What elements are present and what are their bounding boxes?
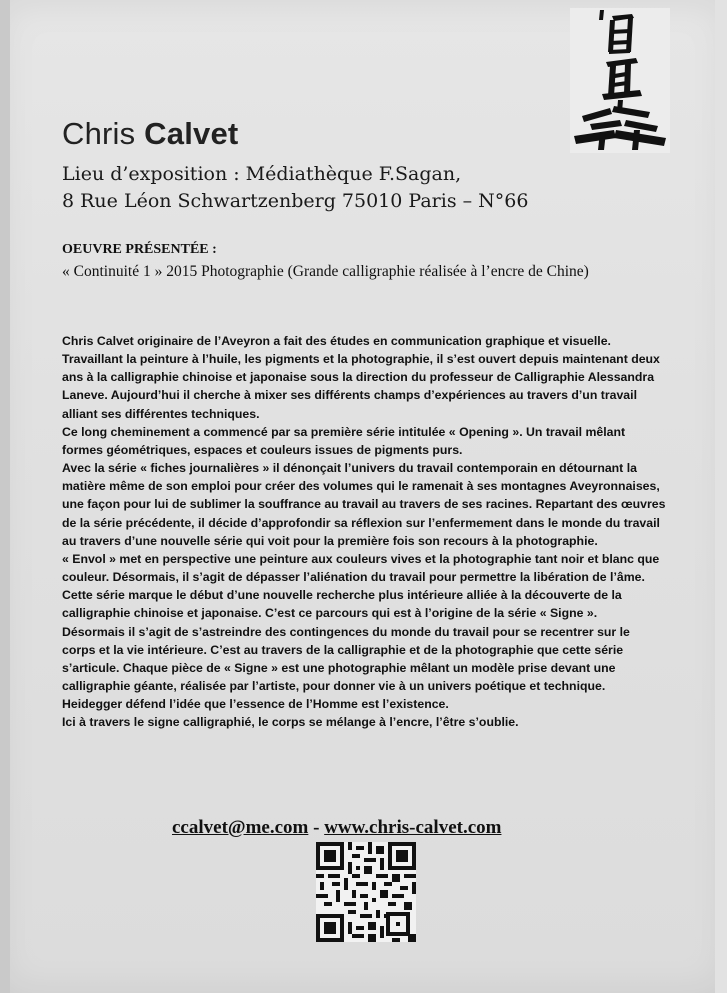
bio-paragraph: Chris Calvet originaire de l’Aveyron a fait des études en communication graphique et visuelle. Travaillant la peinture à l’huile, les pigments et la photographie, il s’est ouvert depuis maintenant deux ans à la calligraphie chinoise et japonaise sous la direction du professeur de Calligraphie Alessandra Laneve. Aujourd’hui il cherche à mixer ses différents champs d’expériences au travers d’un travail alliant ses différentes techniques. — [62, 334, 660, 421]
venue-block — [62, 161, 582, 215]
artist-name — [62, 116, 238, 152]
bio-paragraph: Avec la série « fiches journalières » il dénonçait l’univers du travail contemporain en détournant la matière même de son emploi pour créer des volumes qui le ramenait à ses montagnes Aveyronnaises, une façon pour lui de sublimer la souffrance au travail au travers de ses racines. Repartant des œuvres de la série précédente, il décide d’approfondir sa réflexion sur l’enfermement dans le monde du travail au travers d’une nouvelle série qui voit pour la première fois son recours à la photographie. — [62, 461, 666, 548]
bio-paragraph: Ici à travers le signe calligraphié, le corps se mélange à l’encre, l’être s’oublie. — [62, 715, 519, 730]
artist-last-name: Calvet — [144, 116, 239, 151]
bio-paragraph: Désormais il s’agit de s’astreindre des contingences du monde du travail pour se recentrer sur le corps et la vie intérieure. C’est au travers de la calligraphie et de la photographie que cette série s’articule. Chaque pièce de « Signe » est une photographie mêlant un modèle prise devant une calligraphie géante, réalisée par l’artiste, pour donner vie à un univers poétique et technique. — [62, 624, 630, 693]
bio-paragraph: « Envol » met en perspective une peinture aux couleurs vives et la photographie tant noir et blanc que couleur. Désormais, il s’agit de dépasser l’aliénation du travail pour permettre la libération de l’âme. Cette série marque le début d’une nouvelle recherche plus intérieure alliée à la découverte de la calligraphie chinoise et japonaise. C’est ce parcours qui est à l’origine de la série « Signe ». — [62, 551, 660, 621]
website-link[interactable]: www.chris-calvet.com — [324, 817, 502, 838]
work-heading: OEUVRE PRÉSENTÉE : — [62, 242, 217, 257]
bio-paragraph: Heidegger défend l’idée que l’essence de l’Homme est l’existence. — [62, 697, 449, 712]
contact-separator: - — [308, 817, 325, 838]
contact-links — [172, 817, 572, 839]
work-title: « Continuité 1 » 2015 Photographie (Grande calligraphie réalisée à l’encre de Chine) — [62, 263, 589, 280]
venue-line-1: Lieu d’exposition : Médiathèque F.Sagan, — [62, 163, 462, 185]
artist-biography — [62, 332, 666, 731]
qr-code[interactable] — [316, 842, 416, 942]
paper-edge-left — [0, 0, 10, 993]
calligraphy-image — [570, 8, 670, 153]
bio-paragraph: Ce long cheminement a commencé par sa première série intitulée « Opening ». Un travail mêlant formes géométriques, espaces et couleurs issues de pigments purs. — [62, 424, 626, 457]
email-link[interactable]: ccalvet@me.com — [172, 817, 309, 838]
paper-edge-right — [715, 0, 727, 993]
venue-line-2: 8 Rue Léon Schwartzenberg 75010 Paris – N°66 — [62, 190, 529, 212]
artist-first-name: Chris — [62, 116, 136, 151]
